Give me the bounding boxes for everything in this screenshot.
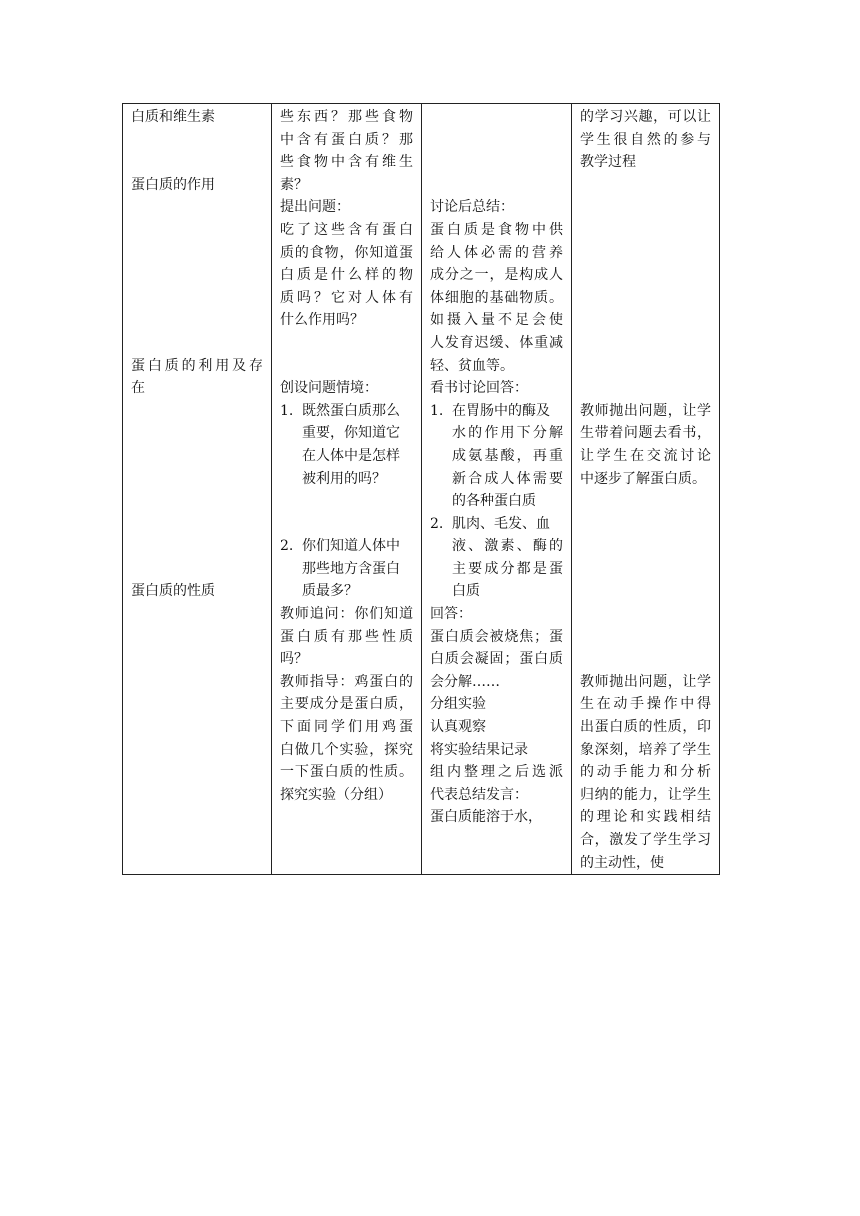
text-line: 新合成人体需要 (452, 470, 563, 487)
text-line: 代表总结发言： (430, 786, 528, 803)
text-line: 讨论后总结： (430, 199, 514, 216)
text-line: 重要，你知道它 (302, 425, 400, 442)
topic-line: 蛋白质的利用及存 (131, 357, 263, 374)
text-line: 组内整理之后选派 (430, 764, 563, 781)
text-line: 教师抛出问题，让学 (580, 673, 711, 690)
text-line: 吗？ (280, 651, 308, 668)
numbered-item: 2. 你们知道人体中 (280, 538, 400, 555)
topic-line: 蛋白质的作用 (131, 176, 215, 193)
text-line: 轻、贫血等。 (430, 357, 514, 374)
text-line: 成氨基酸，再重 (452, 447, 563, 464)
text-line: 探究实验（分组） (280, 786, 392, 803)
text-line: 蛋白质有那些性质 (280, 628, 413, 645)
text-line: 将实验结果记录 (430, 741, 528, 758)
text-line: 质最多？ (302, 583, 358, 600)
text-line: 提出问题： (280, 199, 350, 216)
text-line: 蛋白质是食物中供 (430, 221, 563, 238)
text-line: 下面同学们用鸡蛋 (280, 719, 413, 736)
text-line: 蛋白质会被烧焦；蛋 (430, 628, 563, 645)
text-line: 在人体中是怎样 (302, 447, 400, 464)
text-line: 教师指导：鸡蛋白的 (280, 673, 413, 690)
text-line: 素？ (280, 176, 308, 193)
text-line: 的学习兴趣，可以让 (580, 109, 711, 125)
text-line: 中逐步了解蛋白质。 (580, 470, 706, 487)
text-line: 被利用的吗？ (302, 470, 386, 487)
text-line: 些食物中含有维生 (280, 154, 413, 171)
text-line: 质的食物，你知道蛋 (280, 244, 413, 261)
text-line: 教师追问：你们知道 (280, 606, 413, 623)
text-line: 蛋白质能溶于水， (430, 809, 542, 826)
text-line: 出蛋白质的性质，印 (580, 719, 711, 736)
text-line: 让学生在交流讨论 (580, 447, 711, 464)
teacher-activity-cell (272, 104, 422, 875)
numbered-item: 1. 既然蛋白质那么 (280, 402, 400, 419)
text-line: 的各种蛋白质 (452, 493, 536, 510)
design-intent-cell (572, 104, 720, 875)
topic-line: 在 (131, 380, 145, 397)
text-line: 教师抛出问题，让学 (580, 402, 711, 419)
text-line: 回答： (430, 606, 472, 623)
text-line: 些东西？那些食物 (280, 109, 413, 125)
topic-line: 蛋白质的性质 (131, 583, 215, 600)
text-line: 学生很自然的参与 (580, 131, 711, 148)
text-line: 白质会凝固；蛋白质 (430, 651, 563, 668)
text-line: 吃了这些含有蛋白 (280, 221, 413, 238)
text-line: 成分之一，是构成人 (430, 267, 563, 284)
text-line: 如摄入量不足会使 (430, 312, 563, 329)
text-line: 教学过程 (580, 154, 636, 171)
text-line: 那些地方含蛋白 (302, 560, 400, 577)
numbered-item: 2. 肌肉、毛发、血 (430, 515, 550, 532)
text-line: 生在动手操作中得 (580, 696, 711, 713)
text-line: 人发育迟缓、体重减 (430, 334, 563, 351)
text-line: 的理论和实践相结 (580, 809, 711, 826)
text-line: 创设问题情境： (280, 380, 378, 397)
text-line: 认真观察 (430, 719, 486, 736)
text-line: 的主动性，使 (580, 854, 664, 871)
text-line: 液、激素、酶的 (452, 538, 563, 555)
text-line: 白质是什么样的物 (280, 267, 413, 284)
text-line: 分组实验 (430, 696, 486, 713)
numbered-item: 1. 在胃肠中的酶及 (430, 402, 550, 419)
lesson-plan-table (122, 103, 720, 875)
text-line: 的动手能力和分析 (580, 764, 711, 781)
text-line: 象深刻，培养了学生 (580, 741, 711, 758)
text-line: 给人体必需的营养 (430, 244, 563, 261)
text-line: 主要成分是蛋白质， (280, 696, 413, 713)
text-line: 质吗？它对人体有 (280, 289, 413, 306)
text-line: 体细胞的基础物质。 (430, 289, 563, 306)
text-line: 什么作用吗？ (280, 312, 364, 329)
text-line: 会分解…… (430, 673, 500, 690)
text-line: 白做几个实验，探究 (280, 741, 413, 758)
topic-line: 白质和维生素 (131, 109, 215, 125)
text-line: 主要成分都是蛋 (452, 560, 563, 577)
text-line: 一下蛋白质的性质。 (280, 764, 413, 781)
topic-cell (123, 104, 272, 875)
text-line: 中含有蛋白质？那 (280, 131, 413, 148)
text-line: 白质 (452, 583, 480, 600)
text-line: 归纳的能力，让学生 (580, 786, 711, 803)
table-row (123, 104, 720, 875)
text-line: 看书讨论回答： (430, 380, 528, 397)
text-line: 合，激发了学生学习 (580, 832, 711, 848)
text-line: 水的作用下分解 (452, 425, 563, 442)
student-activity-cell (422, 104, 572, 875)
text-line: 生带着问题去看书， (580, 425, 711, 442)
